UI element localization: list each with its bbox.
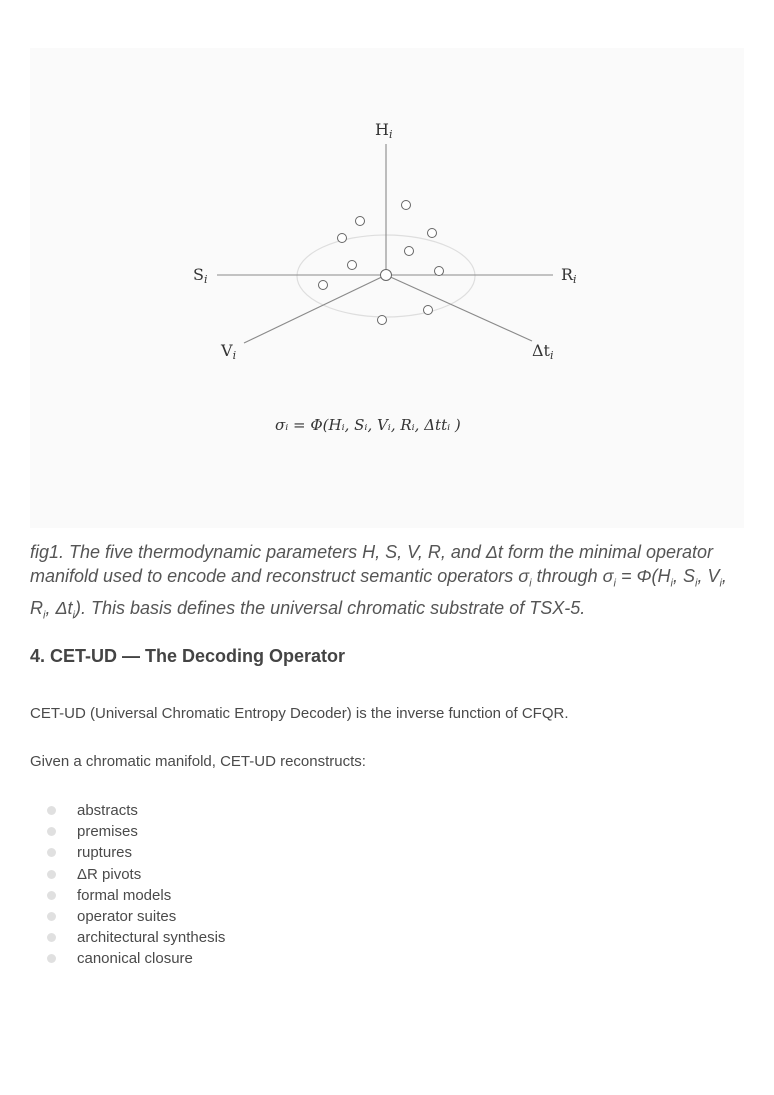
point xyxy=(424,306,433,315)
point xyxy=(381,270,392,281)
list-item: operator suites xyxy=(46,906,225,927)
bullet-icon xyxy=(47,827,56,836)
bullet-icon xyxy=(47,806,56,815)
axis-v xyxy=(244,275,386,343)
axis-label-h: Hi xyxy=(375,120,393,141)
figure-diagram xyxy=(30,48,744,528)
point xyxy=(402,201,411,210)
operator-manifold-diagram xyxy=(30,48,744,528)
list-item: abstracts xyxy=(46,800,225,821)
axis-dt xyxy=(386,275,532,341)
list-item: canonical closure xyxy=(46,948,225,969)
list-item: ΔR pivots xyxy=(46,864,225,885)
bullet-icon xyxy=(47,954,56,963)
list-item: formal models xyxy=(46,885,225,906)
paragraph-intro: Given a chromatic manifold, CET-UD reconstructs: xyxy=(30,753,366,770)
reconstructs-list xyxy=(46,800,225,970)
section-heading: 4. CET-UD — The Decoding Operator xyxy=(30,646,346,666)
point xyxy=(356,217,365,226)
bullet-icon xyxy=(47,912,56,921)
list-item: ruptures xyxy=(46,842,225,863)
axis-label-s: Si xyxy=(193,265,208,286)
bullet-icon xyxy=(47,848,56,857)
point xyxy=(378,316,387,325)
data-points xyxy=(319,201,444,325)
list-item: premises xyxy=(46,821,225,842)
figure-caption: fig1. The five thermodynamic parameters H, S, V, R, and Δt form the minimal operator manifold used to encode and reconstruct semantic operators $\sigma_i$ through $\sigma_i = \Phi(H_i$, $S_i$, $V_i$, $R_i$, $\Delta t_i$). This basis defines the universal chromatic substrate of TSX-5. xyxy=(30,542,727,622)
point xyxy=(405,247,414,256)
axis-label-dt: Δti xyxy=(532,341,554,362)
axis-label-v: Vi xyxy=(221,341,237,362)
paragraph-definition: CET-UD (Universal Chromatic Entropy Decoder) is the inverse function of CFQR. xyxy=(30,705,569,722)
point xyxy=(319,281,328,290)
bullet-icon xyxy=(47,933,56,942)
axis-label-r: Ri xyxy=(561,265,577,286)
point xyxy=(338,234,347,243)
bullet-icon xyxy=(47,891,56,900)
bullet-icon xyxy=(47,870,56,879)
formula: σᵢ = Φ(Hᵢ, Sᵢ, Vᵢ, Rᵢ, Δttᵢ ) xyxy=(275,416,461,434)
point xyxy=(428,229,437,238)
point xyxy=(435,267,444,276)
point xyxy=(348,261,357,270)
list-item: architectural synthesis xyxy=(46,927,225,948)
